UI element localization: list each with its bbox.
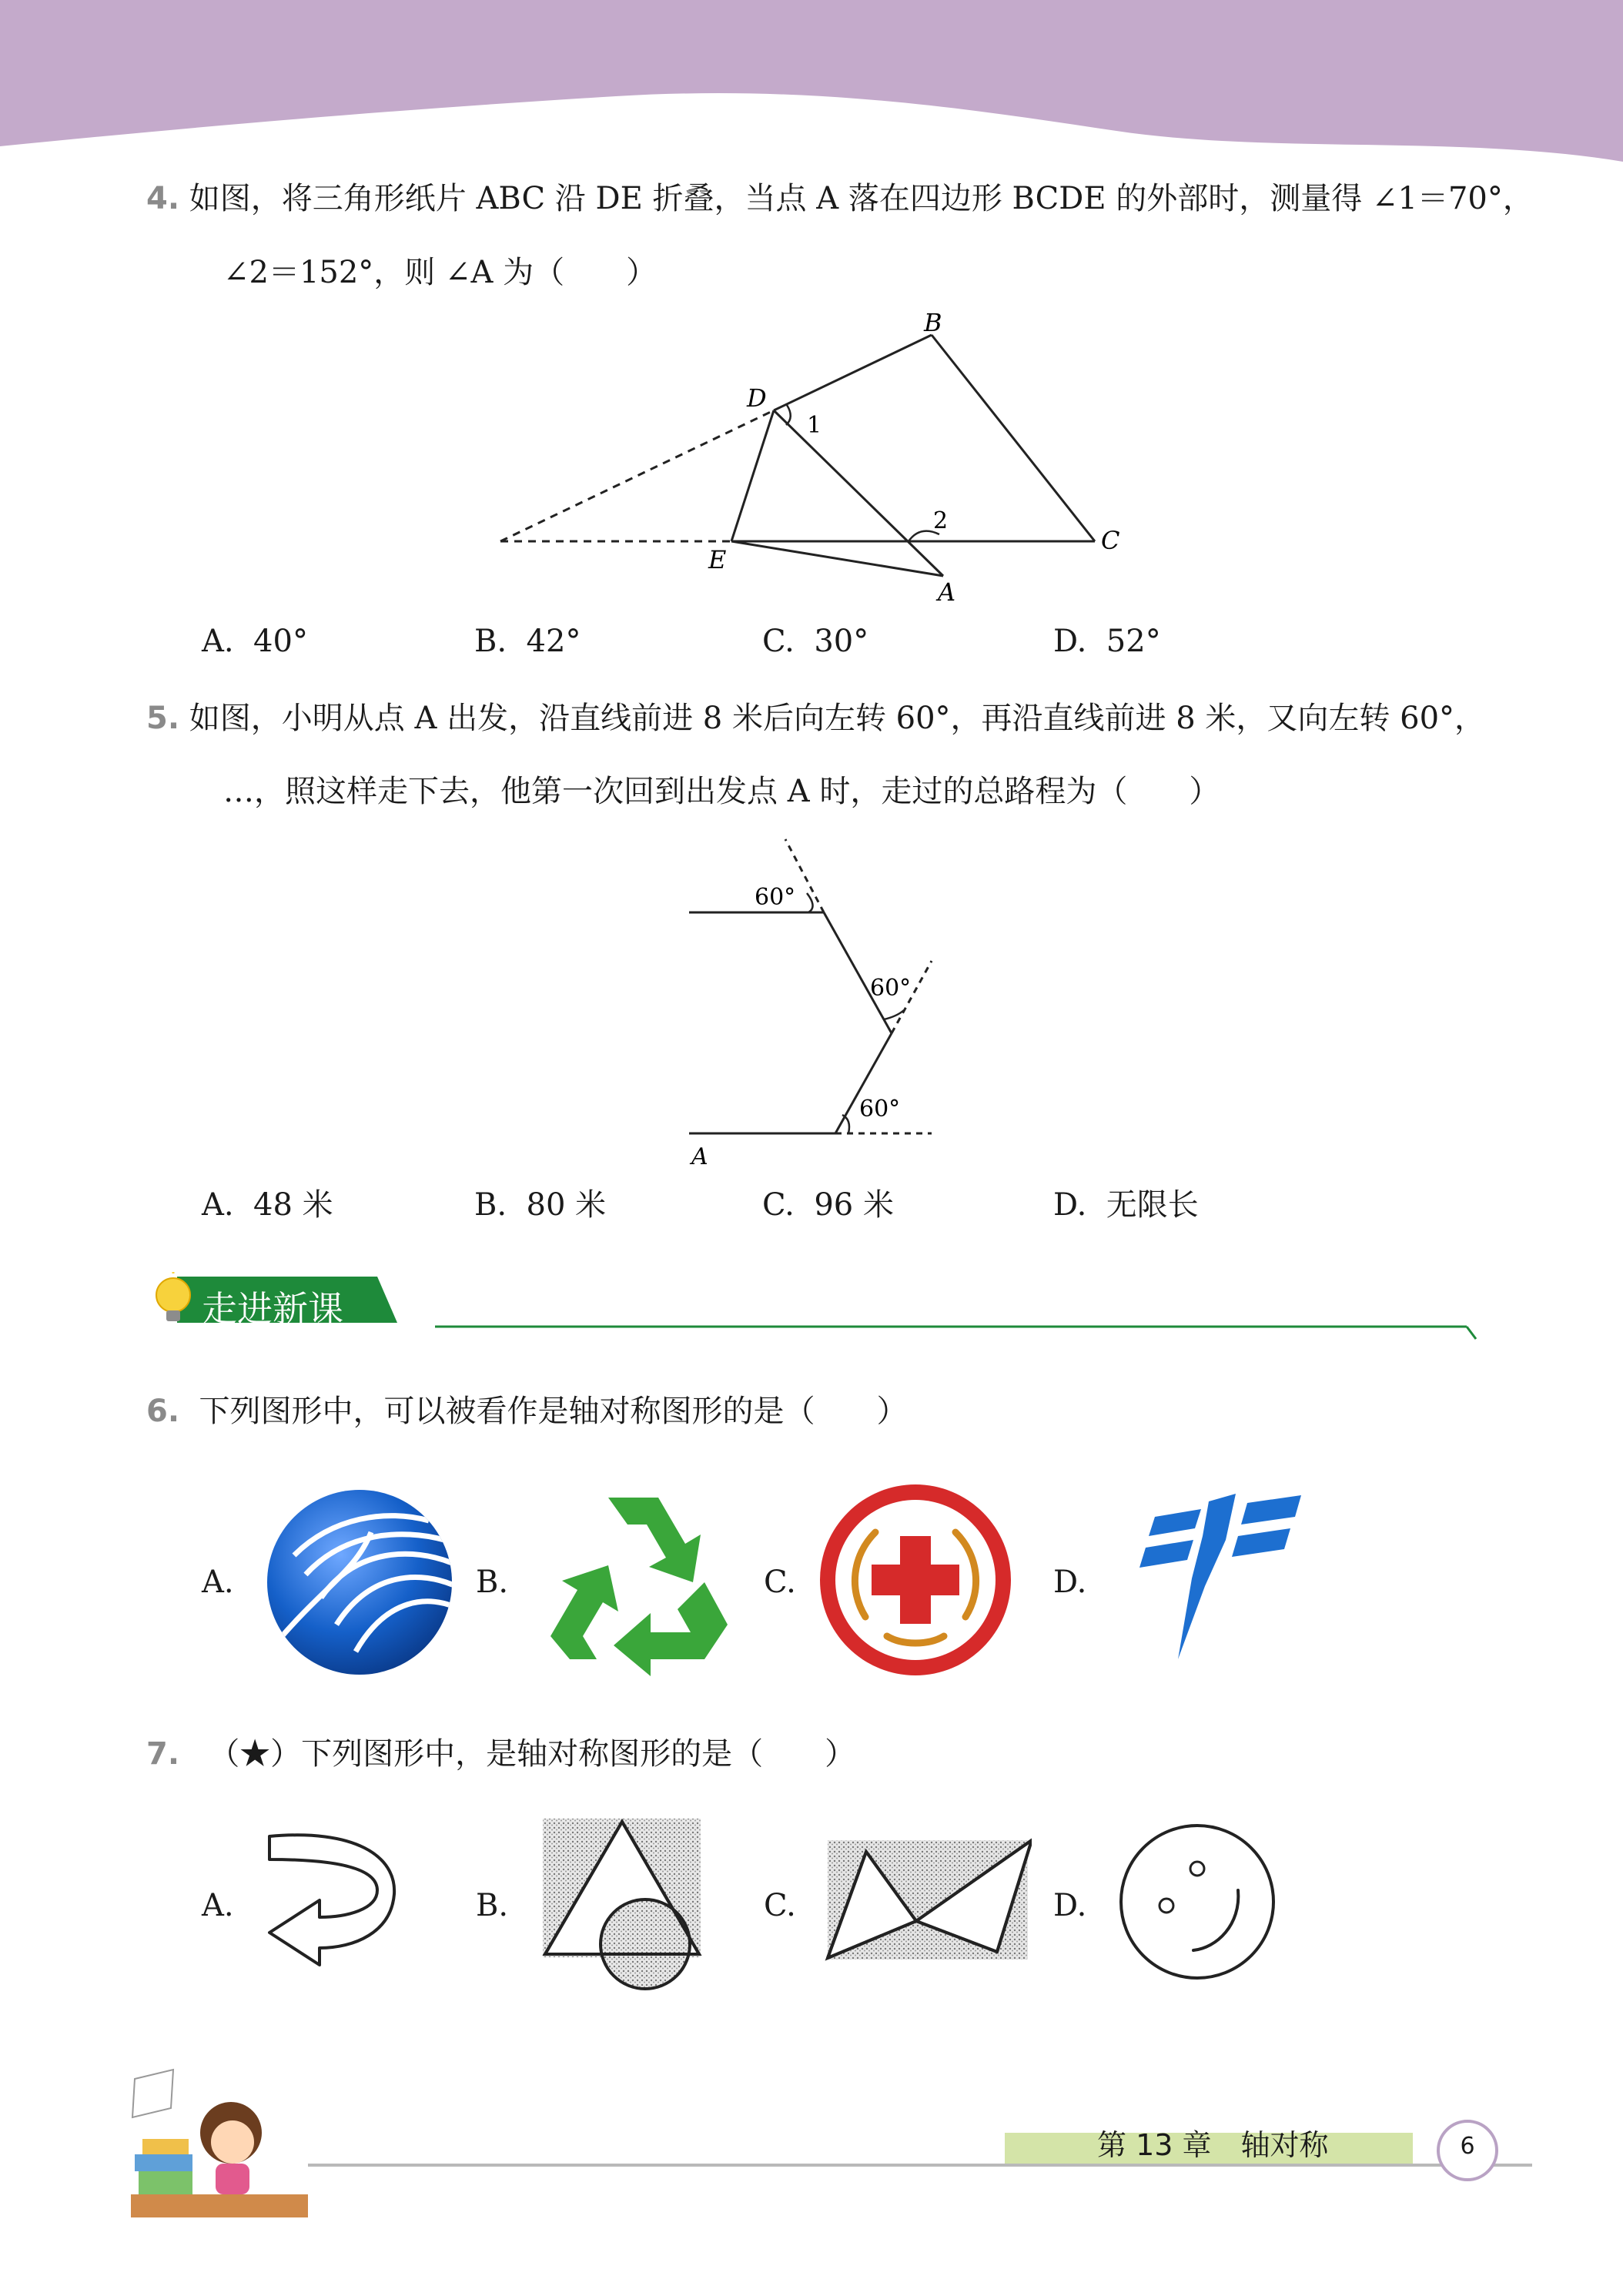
triangle-circle-figure-icon (539, 1817, 708, 1994)
q4-option-b[interactable] (474, 622, 581, 661)
option-letter: A. (202, 624, 234, 659)
option-letter: B. (474, 1187, 507, 1223)
page-number: 6 (1460, 2133, 1475, 2160)
q4-line1 (146, 177, 1534, 220)
q6-option-c-letter[interactable]: C. (764, 1565, 796, 1600)
q7-option-a-letter[interactable]: A. (202, 1888, 234, 1923)
option-text: 42° (526, 624, 581, 659)
q5-option-c[interactable] (762, 1186, 894, 1224)
q5-number: 5. (146, 701, 180, 736)
q6-option-a-letter[interactable]: A. (202, 1565, 234, 1600)
option-text: 96 米 (814, 1187, 894, 1223)
q7-option-d-letter[interactable]: D. (1053, 1888, 1087, 1923)
lightbulb-icon (150, 1272, 196, 1332)
blue-satellite-logo-icon (1132, 1494, 1317, 1671)
q5-path-figure (678, 832, 955, 1170)
q4-option-a[interactable] (202, 622, 308, 661)
q5-option-b[interactable] (474, 1186, 606, 1224)
q4-option-c[interactable] (762, 622, 868, 661)
q4-label-B: B (924, 308, 942, 337)
footer-bar (0, 2117, 1623, 2187)
option-text: 无限长 (1106, 1187, 1199, 1223)
q6-number: 6. (146, 1394, 180, 1429)
zigzag-figure-icon (824, 1836, 1032, 1967)
q4-number: 4. (146, 181, 180, 216)
q4-label-1: 1 (807, 412, 822, 439)
q5-label-A: A (691, 1143, 708, 1170)
q6-text: 下列图形中，可以被看作是轴对称图形的是（ ） (199, 1394, 908, 1429)
curved-arrow-figure-icon (262, 1825, 408, 1986)
q7-number: 7. (146, 1736, 180, 1772)
q6-line (146, 1390, 907, 1433)
q4-option-d[interactable] (1053, 622, 1161, 661)
q4-label-C: C (1101, 526, 1120, 555)
header-banner (0, 0, 1623, 177)
q5-line1 (146, 697, 1485, 740)
q4-line2: ∠2＝152°，则 ∠A 为（ ） (223, 255, 658, 290)
smiley-figure-icon (1116, 1821, 1278, 1983)
q5-text-line1: 如图，小明从点 A 出发，沿直线前进 8 米后向左转 60°，再沿直线前进 8 米，又向左转 60°， (189, 701, 1486, 736)
q7-option-c-letter[interactable]: C. (764, 1888, 796, 1923)
q5-angle-top: 60° (755, 884, 796, 911)
section-divider (435, 1320, 1482, 1351)
option-letter: D. (1053, 1187, 1087, 1223)
option-text: 40° (253, 624, 308, 659)
q4-text-line1: 如图，将三角形纸片 ABC 沿 DE 折叠，当点 A 落在四边形 BCDE 的外部时，测量得 ∠1＝70°， (189, 181, 1534, 216)
q4-label-A: A (938, 577, 956, 607)
red-cross-emblem-icon (818, 1482, 1013, 1678)
option-letter: D. (1053, 624, 1087, 659)
option-text: 48 米 (253, 1187, 333, 1223)
option-text: 80 米 (526, 1187, 607, 1223)
option-letter: B. (474, 624, 507, 659)
option-letter: C. (762, 624, 795, 659)
option-letter: C. (762, 1187, 795, 1223)
q4-triangle-figure (477, 308, 1155, 608)
option-letter: A. (202, 1187, 234, 1223)
q6-option-b-letter[interactable]: B. (476, 1565, 509, 1600)
q6-option-d-letter[interactable]: D. (1053, 1565, 1087, 1600)
section-title: 走进新课 (202, 1288, 343, 1330)
q4-label-2: 2 (933, 507, 949, 534)
option-text: 52° (1106, 624, 1161, 659)
chapter-title: 第 13 章 轴对称 (1097, 2128, 1329, 2162)
q5-line2: …，照这样走下去，他第一次回到出发点 A 时，走过的总路程为（ ） (223, 774, 1220, 809)
q7-text: （★）下列图形中，是轴对称图形的是（ ） (209, 1736, 856, 1772)
option-text: 30° (814, 624, 869, 659)
q7-line (146, 1732, 855, 1776)
recycle-logo-icon (535, 1482, 735, 1682)
q5-option-a[interactable] (202, 1186, 333, 1224)
q4-label-D: D (747, 383, 767, 413)
q5-angle-mid: 60° (870, 975, 912, 1002)
blue-sphere-logo-icon (263, 1486, 456, 1678)
q4-label-E: E (708, 545, 727, 574)
q5-angle-bottom: 60° (859, 1096, 901, 1123)
q7-option-b-letter[interactable]: B. (476, 1888, 509, 1923)
q5-option-d[interactable] (1053, 1186, 1199, 1224)
